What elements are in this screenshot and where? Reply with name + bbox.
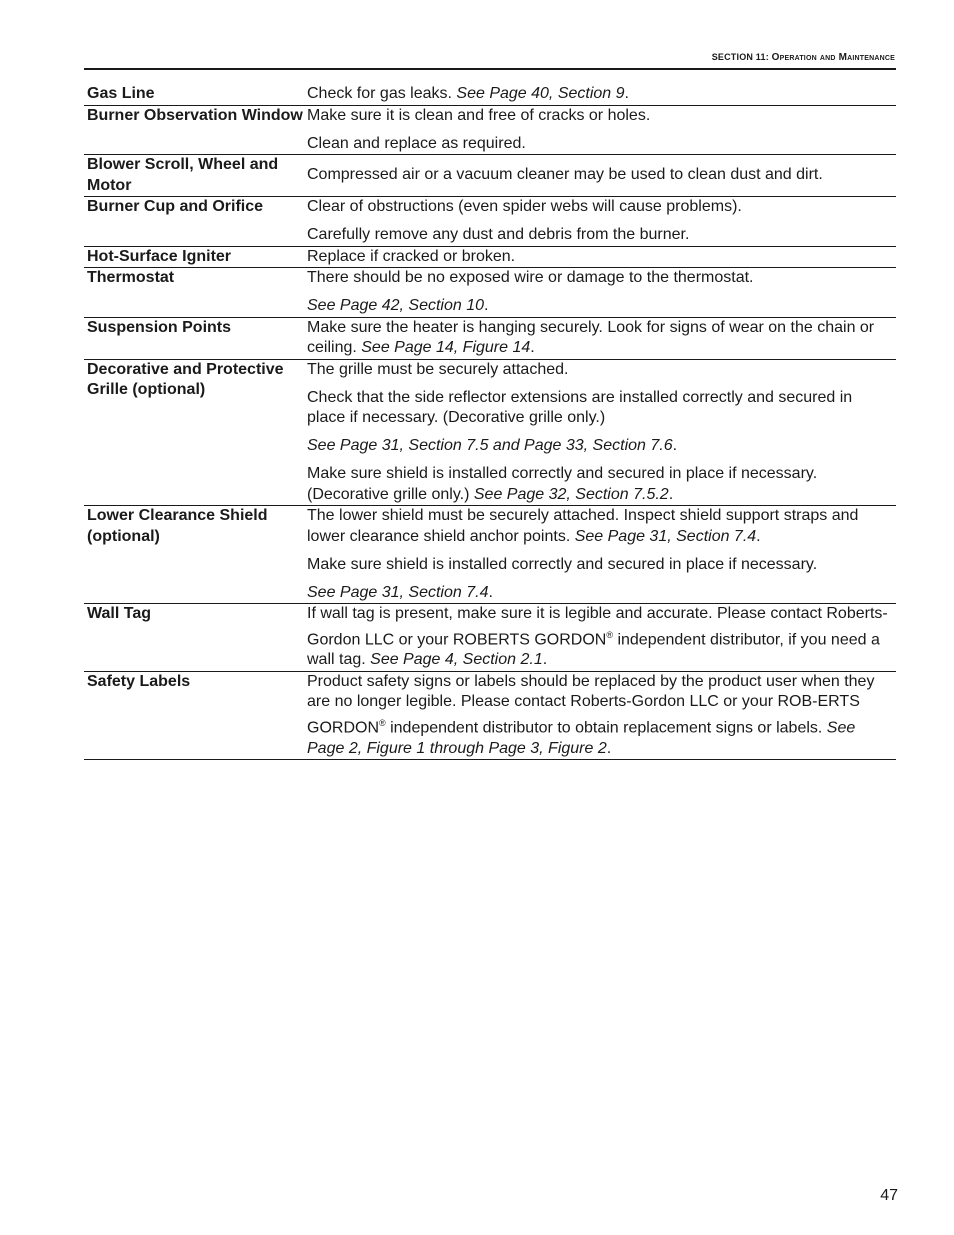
component-label: Gas Line <box>87 85 155 102</box>
description-paragraph <box>307 165 892 186</box>
text-run: . <box>542 651 548 669</box>
table-row <box>84 317 896 359</box>
cross-reference: See Page 42, Section 10 <box>307 297 485 314</box>
maintenance-description <box>307 672 896 759</box>
maintenance-description <box>307 268 896 317</box>
component-label: Thermostat <box>87 269 175 286</box>
cross-reference: See Page 40, Section 9 <box>456 85 625 102</box>
text-run: Product safety signs or labels should be replaced by the product user when they are no longer legible. Please contact Roberts-Gordon LLC or your ROB-ERTS GORDON <box>307 672 875 737</box>
cross-reference: See Page 14, Figure 14 <box>361 339 531 356</box>
description-paragraph <box>307 84 892 105</box>
description-paragraph <box>307 436 892 457</box>
text-run: independent distributor, if you need a wall tag. <box>307 630 880 669</box>
text-run: Replace if cracked or broken. <box>307 247 516 265</box>
text-run: . <box>530 339 535 356</box>
component-label: Lower Clearance Shield (optional) <box>87 507 268 545</box>
page-number: 47 <box>880 1187 898 1204</box>
table-row <box>84 105 896 155</box>
header-rule <box>84 68 896 70</box>
text-run: Clean and replace as required. <box>307 134 526 152</box>
text-run: Check for gas leaks. <box>307 85 457 102</box>
maintenance-description <box>307 197 896 246</box>
maintenance-description <box>307 106 896 155</box>
cross-reference: See Page 4, Section 2.1 <box>370 651 543 669</box>
cross-reference: See Page 31, Section 7.4 <box>574 527 757 545</box>
component-label: Wall Tag <box>87 605 151 622</box>
cross-reference: See Page 2, Figure 1 through Page 3, Figure 2 <box>307 719 856 757</box>
text-run: . <box>668 485 674 503</box>
maintenance-description <box>307 247 896 268</box>
description-paragraph <box>307 555 892 576</box>
cross-reference: See Page 31, Section 7.4 <box>307 583 489 601</box>
description-paragraph <box>307 296 892 317</box>
text-run: independent distributor to obtain replacement signs or labels. <box>385 719 827 737</box>
text-run: Clear of obstructions (even spider webs will cause problems). <box>307 198 742 215</box>
description-paragraph <box>307 506 892 547</box>
table-row <box>84 246 896 268</box>
maintenance-description <box>307 506 896 603</box>
text-run: The grille must be securely attached. <box>307 360 569 378</box>
registered-mark: ® <box>379 717 386 728</box>
description-paragraph <box>307 106 892 127</box>
description-paragraph <box>307 672 892 759</box>
cross-reference: See Page 32, Section 7.5.2 <box>473 485 669 503</box>
table-row <box>84 671 896 759</box>
description-paragraph <box>307 197 892 218</box>
text-run: . <box>606 739 612 757</box>
table-row <box>84 196 896 246</box>
table-row <box>84 505 896 603</box>
description-paragraph <box>307 225 892 246</box>
registered-mark: ® <box>606 629 613 640</box>
maintenance-description <box>307 165 896 186</box>
component-label: Burner Cup and Orifice <box>87 198 264 215</box>
section-title: Operation and Maintenance <box>771 52 895 63</box>
text-run: There should be no exposed wire or damage to the thermostat. <box>307 269 754 286</box>
table-row <box>84 267 896 317</box>
text-run: Carefully remove any dust and debris from the burner. <box>307 226 690 243</box>
description-paragraph <box>307 318 892 359</box>
maintenance-description <box>307 84 896 105</box>
description-paragraph <box>307 360 892 381</box>
text-run: Check that the side reflector extensions are installed correctly and secured in place if necessary. (Decorative grille only.) <box>307 388 853 426</box>
component-label: Suspension Points <box>87 318 232 336</box>
text-run: . <box>488 583 493 601</box>
description-paragraph <box>307 388 892 429</box>
cross-reference: See Page 31, Section 7.5 and Page 33, Section 7.6 <box>307 437 673 454</box>
description-paragraph <box>307 268 892 289</box>
text-run: . <box>624 85 629 102</box>
component-label: Safety Labels <box>87 672 191 690</box>
table-row <box>84 154 896 196</box>
component-label: Decorative and Protective Grille (optional) <box>87 360 284 398</box>
text-run: . <box>484 297 489 314</box>
text-run: The lower shield must be securely attached. Inspect shield support straps and lower clearance shield anchor points. <box>307 507 859 545</box>
running-header <box>84 52 895 63</box>
text-run: Make sure shield is installed correctly and secured in place if necessary. (Decorative grille only.) <box>307 465 818 503</box>
text-run: . <box>672 437 678 454</box>
component-label: Burner Observation Window <box>87 106 303 124</box>
description-paragraph <box>307 134 892 155</box>
text-run: Compressed air or a vacuum cleaner may be used to clean dust and dirt. <box>307 166 823 184</box>
component-label: Hot-Surface Igniter <box>87 247 232 265</box>
text-run: Make sure shield is installed correctly and secured in place if necessary. <box>307 555 818 573</box>
maintenance-description <box>307 604 896 671</box>
text-run: Make sure the heater is hanging securely. Look for signs of wear on the chain or ceiling. <box>307 318 875 356</box>
description-paragraph <box>307 604 892 671</box>
description-paragraph <box>307 247 892 268</box>
maintenance-description <box>307 318 896 359</box>
description-paragraph <box>307 583 892 604</box>
maintenance-table <box>84 84 896 760</box>
description-paragraph <box>307 464 892 505</box>
section-prefix: SECTION 11: <box>711 52 769 62</box>
table-row <box>84 359 896 506</box>
component-label: Blower Scroll, Wheel and Motor <box>87 156 279 194</box>
table-row <box>84 84 896 105</box>
text-run: . <box>756 527 761 545</box>
maintenance-description <box>307 360 896 506</box>
table-row <box>84 603 896 671</box>
text-run: Make sure it is clean and free of cracks or holes. <box>307 106 651 124</box>
text-run: If wall tag is present, make sure it is legible and accurate. Please contact Roberts-Gordon LLC or your ROBERTS GORDON <box>307 605 888 648</box>
